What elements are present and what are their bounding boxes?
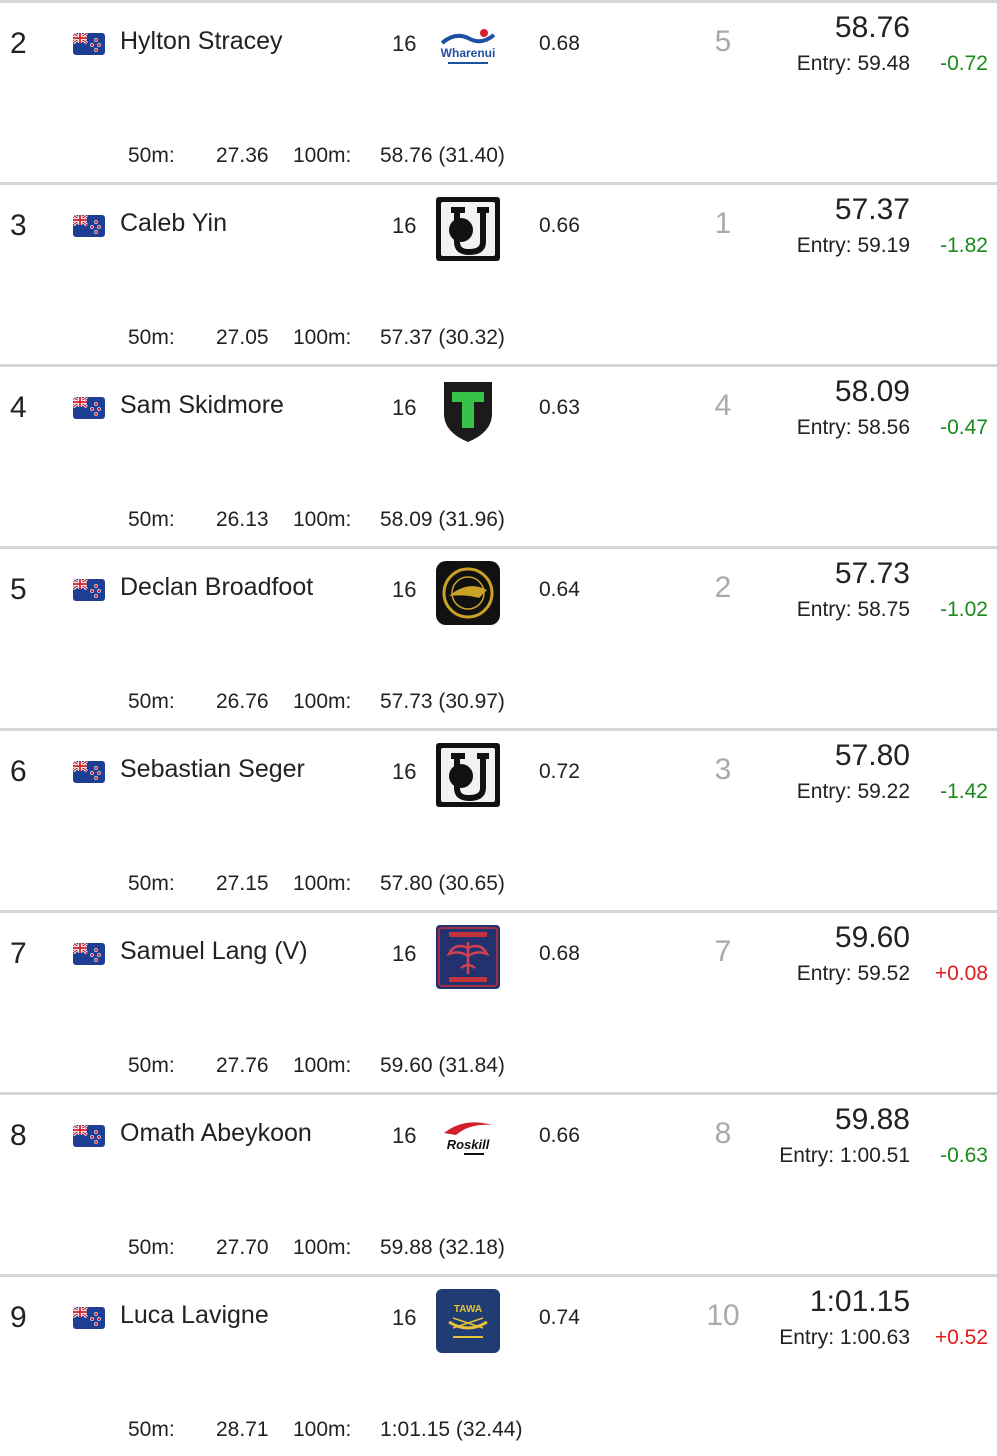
swimmer-name[interactable]: Sam Skidmore [120,391,284,419]
entry-time: Entry: 59.19 [796,234,910,257]
reaction-time: 0.66 [539,1124,580,1147]
split-50-value: 27.36 [216,144,269,167]
final-time: 1:01.15 [809,1285,910,1318]
result-row[interactable] [0,182,997,364]
swimmer-age: 16 [392,941,417,966]
entry-time: Entry: 58.75 [796,598,910,621]
split-50-value: 26.76 [216,690,269,713]
lane-number: 10 [706,1299,740,1332]
result-row[interactable] [0,728,997,910]
split-100-label: 100m: [293,508,352,531]
entry-time: Entry: 59.48 [796,52,910,75]
nz-flag-icon [73,943,105,965]
result-row[interactable] [0,1274,997,1456]
split-100-label: 100m: [293,1418,352,1441]
split-50-label: 50m: [128,690,175,713]
nz-flag-icon [73,1307,105,1329]
time-difference: +0.52 [934,1326,988,1349]
time-difference: -1.42 [940,780,988,803]
split-50-label: 50m: [128,1054,175,1077]
entry-time: Entry: 59.22 [796,780,910,803]
reaction-time: 0.68 [539,942,580,965]
split-50-value: 28.71 [216,1418,269,1441]
split-50-value: 26.13 [216,508,269,531]
split-50-value: 27.05 [216,326,269,349]
swimmer-age: 16 [392,759,417,784]
place-number: 9 [10,1301,27,1334]
tawa-logo-icon[interactable] [434,1287,502,1355]
lane-number: 2 [714,571,732,604]
place-number: 4 [10,391,27,424]
reaction-time: 0.64 [539,578,580,601]
roskill-logo-icon[interactable] [434,1105,502,1173]
result-row[interactable] [0,546,997,728]
swimmer-age: 16 [392,395,417,420]
swimmer-name[interactable]: Caleb Yin [120,209,228,237]
place-number: 5 [10,573,27,606]
swimmer-name[interactable]: Luca Lavigne [120,1301,269,1329]
split-100-value: 58.76 (31.40) [380,144,505,167]
phoenix-logo-icon[interactable] [434,923,502,991]
split-100-label: 100m: [293,326,352,349]
nz-flag-icon [73,1125,105,1147]
nz-flag-icon [73,579,105,601]
split-100-value: 57.37 (30.32) [380,326,505,349]
split-50-label: 50m: [128,872,175,895]
swimmer-age: 16 [392,1123,417,1148]
split-50-label: 50m: [128,508,175,531]
split-100-label: 100m: [293,1236,352,1259]
u-crest-logo-icon[interactable] [434,741,502,809]
split-50-value: 27.15 [216,872,269,895]
nz-flag-icon [73,33,105,55]
split-50-label: 50m: [128,1418,175,1441]
time-difference: -1.82 [940,234,988,257]
split-100-value: 57.73 (30.97) [380,690,505,713]
swimmer-age: 16 [392,31,417,56]
reaction-time: 0.66 [539,214,580,237]
reaction-time: 0.63 [539,396,580,419]
swimmer-name[interactable]: Sebastian Seger [120,755,305,783]
svg-text:Roskill: Roskill [446,1137,490,1152]
final-time: 58.09 [834,375,910,408]
round-emblem-logo-icon[interactable] [434,559,502,627]
reaction-time: 0.68 [539,32,580,55]
entry-time: Entry: 1:00.51 [779,1144,910,1167]
time-difference: -0.72 [940,52,988,75]
split-50-value: 27.70 [216,1236,269,1259]
u-crest-logo-icon[interactable] [434,195,502,263]
t-shield-logo-icon[interactable] [434,377,502,445]
split-50-value: 27.76 [216,1054,269,1077]
split-100-label: 100m: [293,872,352,895]
swimmer-name[interactable]: Hylton Stracey [120,27,283,55]
final-time: 59.88 [834,1103,910,1136]
entry-time: Entry: 1:00.63 [779,1326,910,1349]
final-time: 59.60 [834,921,910,954]
split-100-value: 57.80 (30.65) [380,872,505,895]
result-row[interactable] [0,364,997,546]
result-row[interactable] [0,0,997,182]
result-row[interactable] [0,910,997,1092]
split-50-label: 50m: [128,326,175,349]
split-100-label: 100m: [293,690,352,713]
place-number: 7 [10,937,27,970]
time-difference: -0.47 [940,416,988,439]
split-50-label: 50m: [128,144,175,167]
time-difference: -1.02 [940,598,988,621]
final-time: 57.80 [834,739,910,772]
nz-flag-icon [73,215,105,237]
place-number: 8 [10,1119,27,1152]
lane-number: 3 [714,753,732,786]
reaction-time: 0.74 [539,1306,580,1329]
lane-number: 5 [714,25,732,58]
time-difference: -0.63 [940,1144,988,1167]
nz-flag-icon [73,397,105,419]
split-100-value: 59.88 (32.18) [380,1236,505,1259]
entry-time: Entry: 59.52 [796,962,910,985]
entry-time: Entry: 58.56 [796,416,910,439]
swimmer-name[interactable]: Omath Abeykoon [120,1119,312,1147]
split-100-value: 59.60 (31.84) [380,1054,505,1077]
final-time: 57.73 [834,557,910,590]
place-number: 6 [10,755,27,788]
swimmer-age: 16 [392,577,417,602]
swimmer-name[interactable]: Samuel Lang (V) [120,937,308,965]
swimmer-age: 16 [392,1305,417,1330]
swimmer-name[interactable]: Declan Broadfoot [120,573,314,601]
split-100-value: 1:01.15 (32.44) [380,1418,523,1441]
lane-number: 4 [714,389,732,422]
result-row[interactable] [0,1092,997,1274]
lane-number: 7 [714,935,732,968]
svg-text:Wharenui: Wharenui [440,46,496,60]
swimmer-age: 16 [392,213,417,238]
lane-number: 8 [714,1117,732,1150]
place-number: 2 [10,27,27,60]
split-100-label: 100m: [293,144,352,167]
split-50-label: 50m: [128,1236,175,1259]
place-number: 3 [10,209,27,242]
final-time: 57.37 [834,193,910,226]
time-difference: +0.08 [934,962,988,985]
lane-number: 1 [714,207,732,240]
reaction-time: 0.72 [539,760,580,783]
split-100-value: 58.09 (31.96) [380,508,505,531]
nz-flag-icon [73,761,105,783]
split-100-label: 100m: [293,1054,352,1077]
wharenui-logo-icon[interactable] [434,13,502,81]
svg-text:TAWA: TAWA [453,1304,483,1315]
final-time: 58.76 [834,11,910,44]
